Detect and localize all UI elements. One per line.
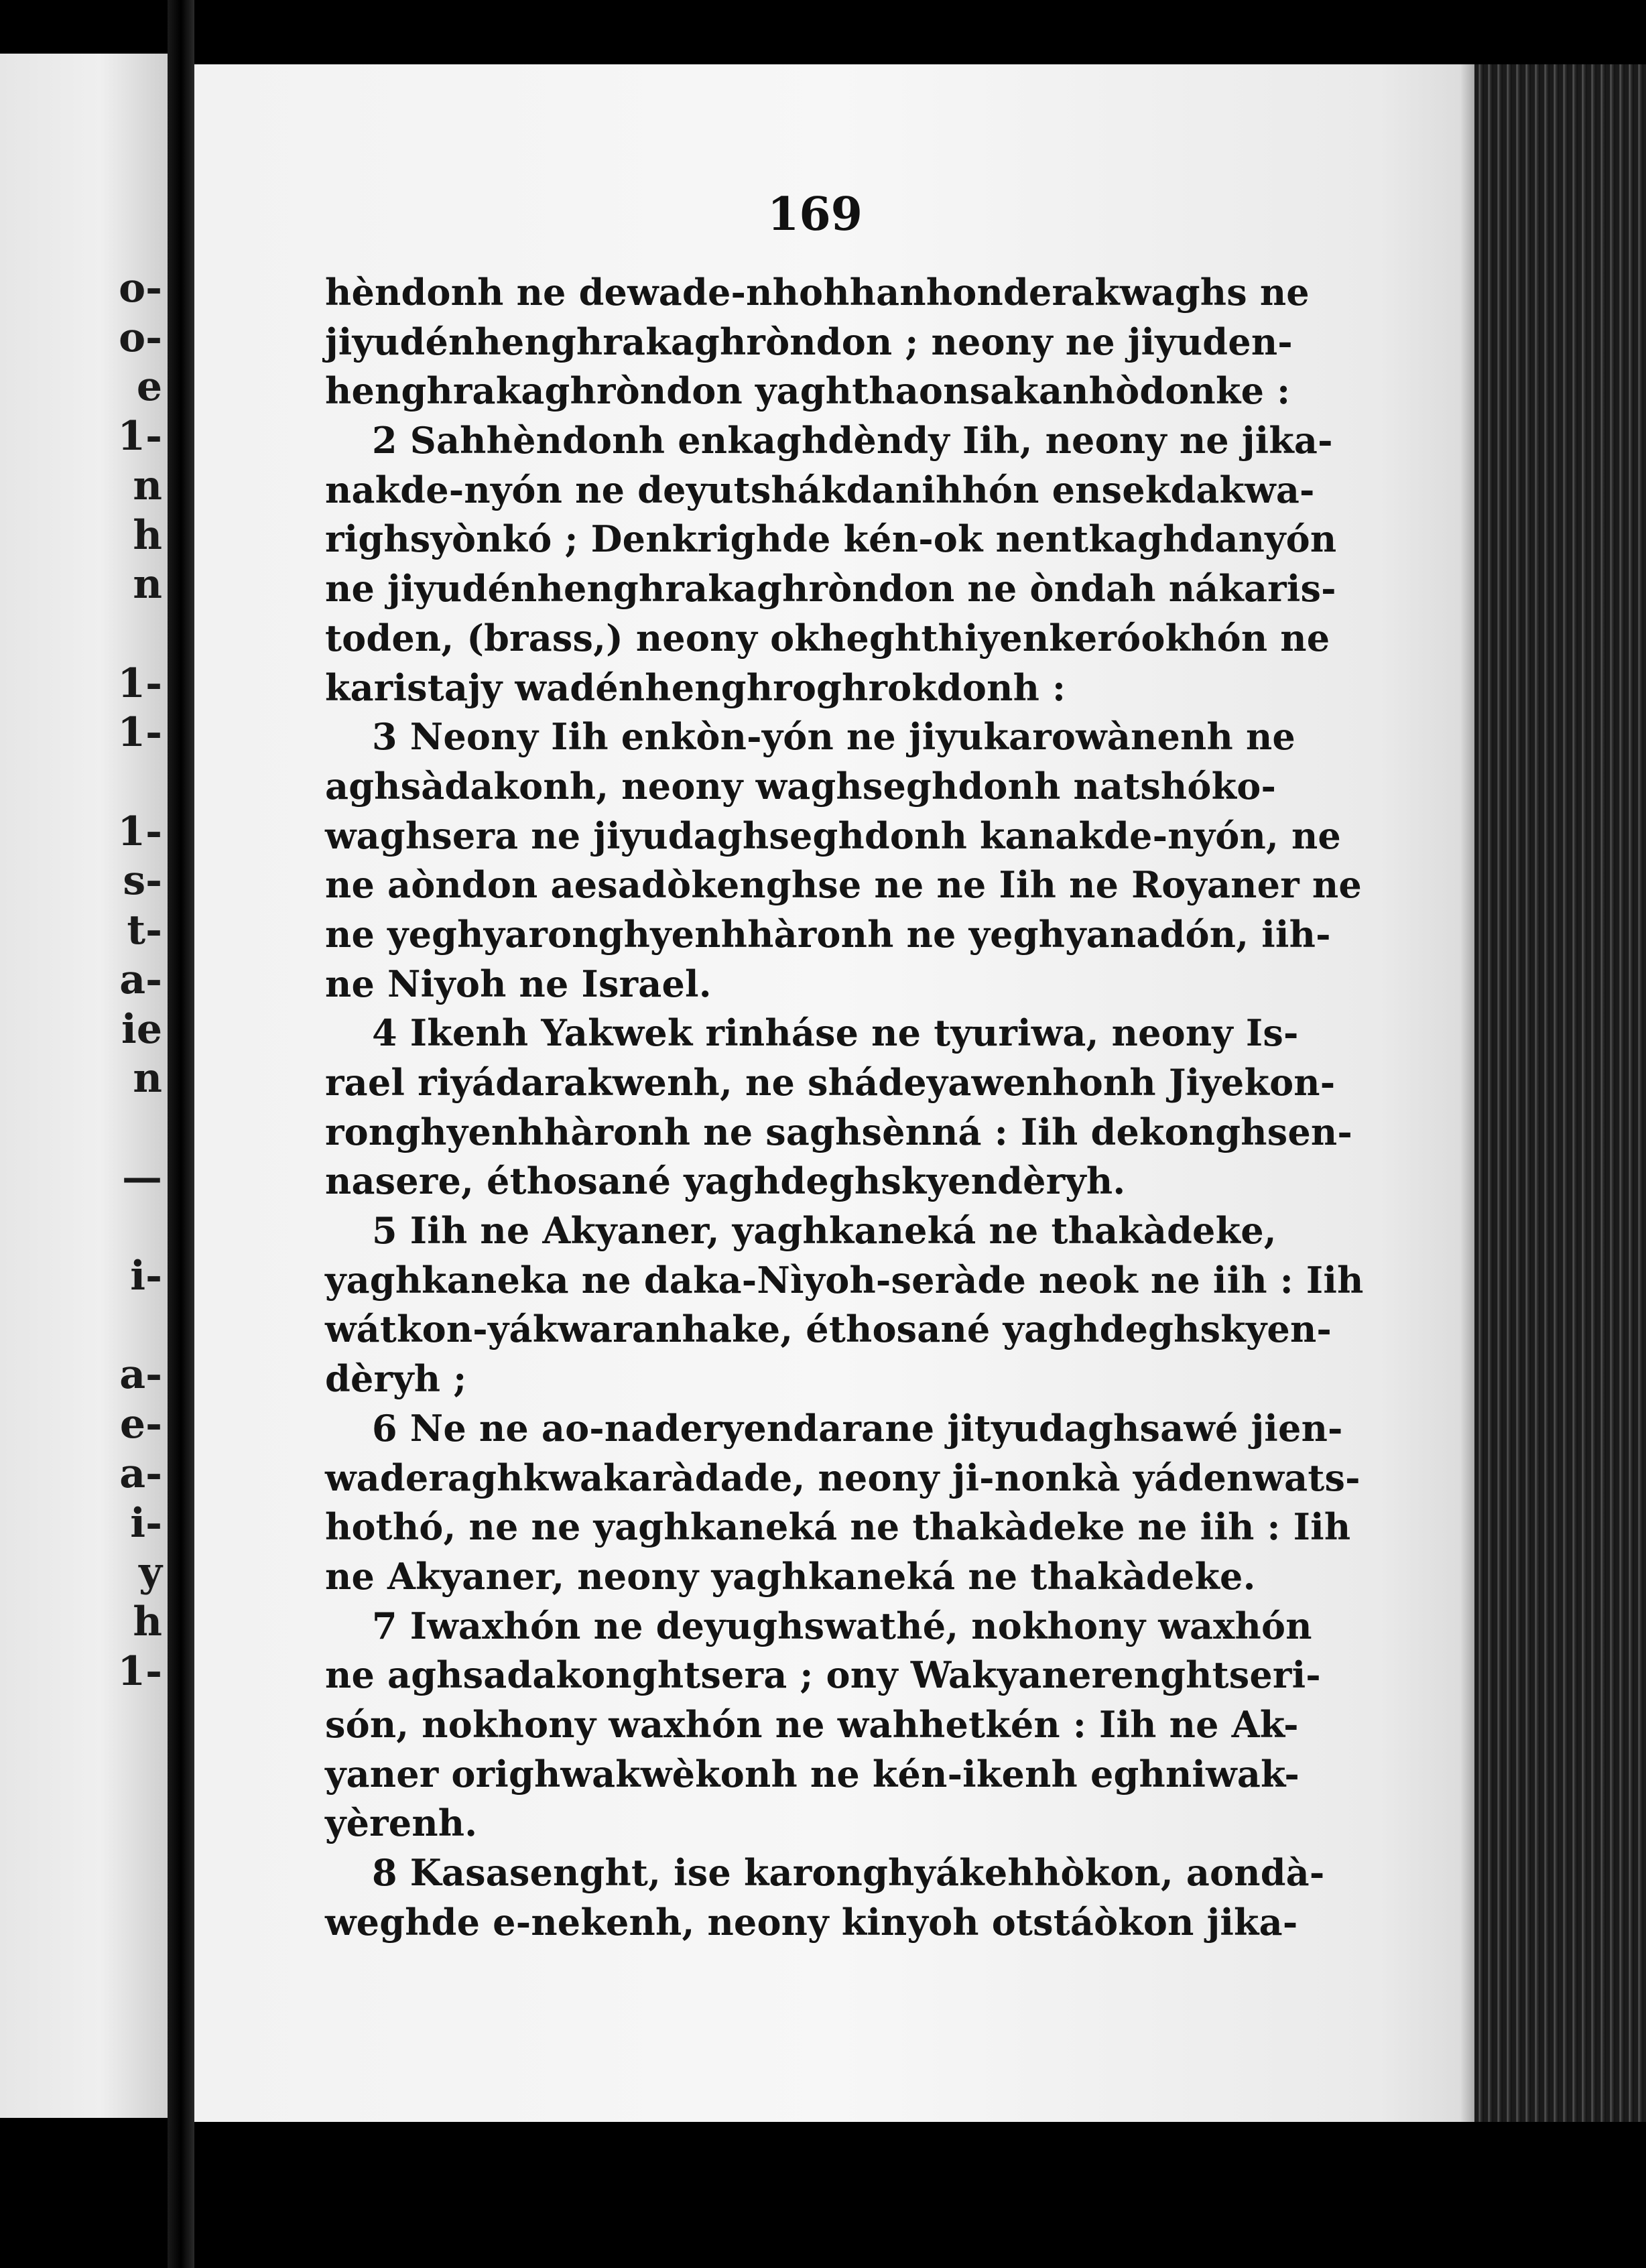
text-line: 3 Neony Iih enkòn-yón ne jiyukarowànenh ne bbox=[372, 715, 1295, 759]
facing-page-fragment: n bbox=[133, 1055, 162, 1102]
facing-page-fragment: h bbox=[133, 1598, 162, 1645]
text-line: són, nokhony waxhón ne wahhetkén : Iih ne Ak- bbox=[325, 1702, 1299, 1746]
text-line: yaghkaneka ne daka-Nìyoh-seràde neok ne iih : Iih bbox=[325, 1258, 1364, 1302]
text-line: nakde-nyón ne deyutshákdanihhón ensekdakwa- bbox=[325, 468, 1315, 511]
facing-page-fragment: n bbox=[133, 462, 162, 509]
text-line: henghrakaghròndon yaghthaonsakanhòdonke : bbox=[325, 369, 1291, 413]
body-text bbox=[325, 268, 1364, 1947]
facing-page-fragment: ie bbox=[121, 1005, 162, 1053]
text-line: waderaghkwakaràdade, neony ji-nonkà yádenwats- bbox=[325, 1456, 1360, 1499]
text-line: yèrenh. bbox=[325, 1802, 478, 1845]
facing-page-fragment: 1- bbox=[117, 709, 162, 757]
facing-page-fragment: i- bbox=[130, 1253, 162, 1300]
facing-page-fragment: o- bbox=[119, 314, 162, 361]
text-line: nasere, éthosané yaghdeghskyendèryh. bbox=[325, 1159, 1126, 1203]
text-line: 6 Ne ne ao-naderyendarane jityudaghsawé jien- bbox=[372, 1406, 1343, 1450]
facing-page-fragment: — bbox=[122, 1153, 162, 1201]
facing-page-fragment: o- bbox=[119, 265, 162, 312]
text-line: ne jiyudénhenghrakaghròndon ne òndah nákaris- bbox=[325, 567, 1336, 611]
text-line: ronghyenhhàronh ne saghsènná : Iih dekonghsen- bbox=[325, 1110, 1352, 1153]
text-line: hèndonh ne dewade-nhohhanhonderakwaghs ne bbox=[325, 271, 1310, 314]
text-line: karistajy wadénhenghroghrokdonh : bbox=[325, 666, 1066, 709]
text-line: ne aòndon aesadòkenghse ne ne Iih ne Royaner ne bbox=[325, 863, 1362, 907]
text-line: jiyudénhenghrakaghròndon ; neony ne jiyuden- bbox=[325, 320, 1293, 363]
text-line: yaner orighwakwèkonh ne kén-ikenh eghniwak- bbox=[325, 1752, 1300, 1796]
facing-page-fragment: y bbox=[139, 1549, 162, 1596]
facing-page-fragment: e bbox=[136, 363, 162, 411]
text-line: dèryh ; bbox=[325, 1357, 467, 1401]
facing-page-fragment: h bbox=[133, 511, 162, 559]
facing-page-fragment: a- bbox=[119, 1351, 162, 1399]
text-line: weghde e-nekenh, neony kinyoh otstáòkon jika- bbox=[325, 1900, 1298, 1944]
text-line: righsyònkó ; Denkrighde kén-ok nentkaghdanyón bbox=[325, 517, 1337, 561]
text-line: hothó, ne ne yaghkaneká ne thakàdeke ne iih : Iih bbox=[325, 1505, 1351, 1549]
text-line: 4 Ikenh Yakwek rinháse ne tyuriwa, neony Is- bbox=[372, 1011, 1299, 1055]
facing-page-edge bbox=[0, 54, 168, 2118]
facing-page-fragment: n bbox=[133, 561, 162, 609]
facing-page-fragment: 1- bbox=[117, 808, 162, 855]
text-line: toden, (brass,) neony okheghthiyenkeróokhón ne bbox=[325, 616, 1330, 659]
text-line: ne Niyoh ne Israel. bbox=[325, 962, 712, 1005]
text-line: ne aghsadakonghtsera ; ony Wakyanerenghtseri- bbox=[325, 1653, 1321, 1697]
text-line: aghsàdakonh, neony waghseghdonh natshóko- bbox=[325, 764, 1277, 808]
facing-page-fragment: s- bbox=[123, 857, 162, 905]
book-gutter bbox=[168, 0, 194, 2268]
text-line: wátkon-yákwaranhake, éthosané yaghdeghskyen- bbox=[325, 1308, 1332, 1351]
text-line: 8 Kasasenght, ise karonghyákehhòkon, aondà- bbox=[372, 1851, 1325, 1894]
facing-page-fragment: a- bbox=[119, 956, 162, 1003]
facing-page-fragment: a- bbox=[119, 1450, 162, 1497]
text-line: 2 Sahhèndonh enkaghdèndy Iih, neony ne jika- bbox=[372, 419, 1333, 462]
page-number: 169 bbox=[767, 188, 863, 241]
text-line: ne yeghyaronghyenhhàronh ne yeghyanadón, iih- bbox=[325, 912, 1331, 956]
text-line: 5 Iih ne Akyaner, yaghkaneká ne thakàdeke, bbox=[372, 1209, 1277, 1253]
facing-page-fragment: 1- bbox=[117, 659, 162, 707]
facing-page-fragment: e- bbox=[119, 1401, 162, 1448]
facing-page-fragment: t- bbox=[127, 907, 162, 954]
text-line: ne Akyaner, neony yaghkaneká ne thakàdeke. bbox=[325, 1554, 1256, 1598]
facing-page-fragment: 1- bbox=[117, 1647, 162, 1695]
page-stack-edge bbox=[1474, 64, 1646, 2122]
facing-page-fragment: 1- bbox=[117, 413, 162, 460]
text-line: waghsera ne jiyudaghseghdonh kanakde-nyón, ne bbox=[325, 814, 1341, 857]
text-line: 7 Iwaxhón ne deyughswathé, nokhony waxhón bbox=[372, 1604, 1312, 1647]
facing-page-fragment: i- bbox=[130, 1499, 162, 1547]
text-line: rael riyádarakwenh, ne shádeyawenhonh Jiyekon- bbox=[325, 1061, 1336, 1104]
